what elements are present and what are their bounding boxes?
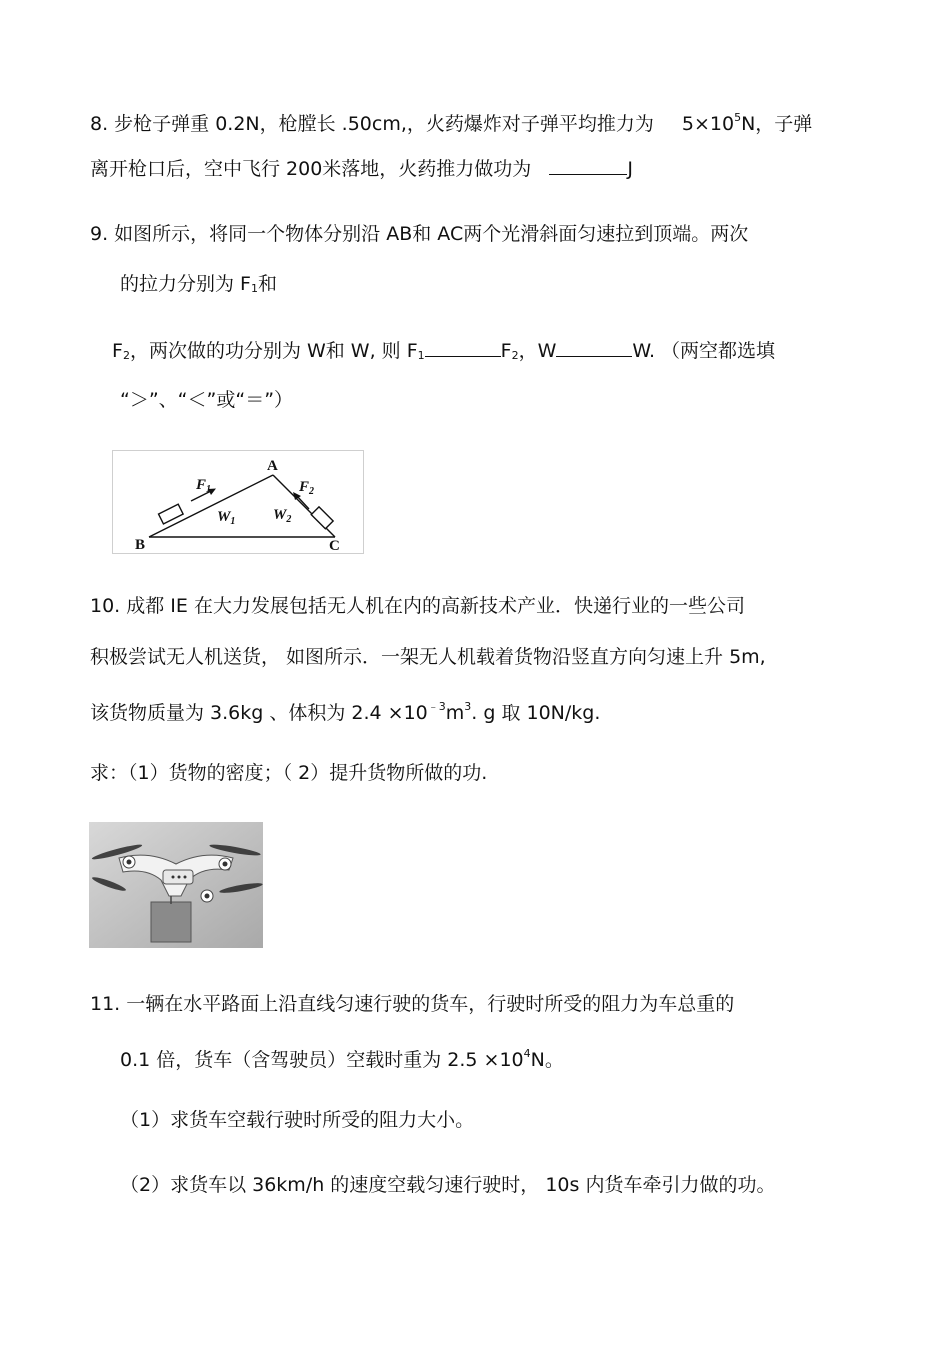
label-w2: $W_2$ xyxy=(273,507,292,525)
q9-f2b-label: F xyxy=(500,340,512,362)
q9-line4: “＞”、“＜”或“＝”） xyxy=(120,389,294,411)
incline-figure xyxy=(112,450,364,554)
q11-line3: （1）求货车空载行驶时所受的阻力大小。 xyxy=(120,1109,475,1131)
q9-line3-text: ，两次做的功分别为 W和 W, 则 F xyxy=(129,340,418,362)
q9-w-label: ，W xyxy=(518,340,557,362)
q9-line2-tail: 和 xyxy=(257,273,277,295)
q10-line4: 求：（1）货物的密度；（ 2）提升货物所做的功. xyxy=(90,762,488,784)
q9-f2b-sub: 2 xyxy=(511,349,519,362)
label-f2: $F_2$ xyxy=(299,479,315,497)
q9-force-compare-blank[interactable] xyxy=(425,338,501,357)
q8-unit: J xyxy=(627,158,633,180)
q10-line1: 10. 成都 IE 在大力发展包括无人机在内的高新技术产业．快递行业的一些公司 xyxy=(90,595,745,617)
q11-line1: 11. 一辆在水平路面上沿直线匀速行驶的货车，行驶时所受的阻力为车总重的 xyxy=(90,993,735,1015)
q9-f2-label: F xyxy=(112,340,123,362)
q8-line1 xyxy=(90,106,812,136)
q10-volume-unit: m xyxy=(445,702,465,724)
q8-answer-blank[interactable] xyxy=(549,156,627,175)
q9-line2 xyxy=(120,272,277,301)
q10-unit-exponent: 3 xyxy=(464,700,472,713)
q9-f1-sub: 1 xyxy=(417,349,425,362)
label-b: B xyxy=(135,537,146,553)
block-right xyxy=(311,507,333,529)
q10-volume-exponent: ﹣3 xyxy=(427,700,446,713)
q10-line3 xyxy=(90,695,600,725)
q9-line2-sub: 1 xyxy=(250,282,258,295)
q9-f2-sub: 2 xyxy=(122,349,130,362)
q9-line3 xyxy=(112,338,775,368)
block-left xyxy=(159,504,184,524)
q9-work-compare-blank[interactable] xyxy=(556,338,632,357)
q11-weight-exponent: 4 xyxy=(523,1047,531,1060)
drone-illustration xyxy=(89,822,263,948)
q8-line1-text: 8. 步枪子弹重 0.2N，枪膛长 .50cm,，火药爆炸对子弹平均推力为 xyxy=(90,113,654,135)
q9-line3-tail: W. （两空都选填 xyxy=(632,340,776,362)
q10-line3-tail: . g 取 10N/kg. xyxy=(471,702,601,724)
q8-force-exponent: 5 xyxy=(734,111,742,124)
q8-line2 xyxy=(90,156,633,181)
label-w1: $W_1$ xyxy=(217,509,236,527)
label-a: A xyxy=(267,458,278,474)
label-f1: $F_1$ xyxy=(196,477,212,495)
q8-line1-tail: N，子弹 xyxy=(741,113,813,135)
q10-line3-text: 该货物质量为 3.6kg 、体积为 2.4 ×10 xyxy=(90,702,428,724)
q11-line4: （2）求货车以 36km/h 的速度空载匀速行驶时， 10s 内货车牵引力做的功。 xyxy=(120,1174,776,1196)
incline-diagram xyxy=(113,451,363,553)
q9-line1: 9. 如图所示，将同一个物体分别沿 AB和 AC两个光滑斜面匀速拉到顶端。两次 xyxy=(90,223,749,245)
q11-line2-text: 0.1 倍，货车（含驾驶员）空载时重为 2.5 ×10 xyxy=(120,1049,524,1071)
q10-line2: 积极尝试无人机送货， 如图所示．一架无人机载着货物沿竖直方向匀速上升 5m, xyxy=(90,646,766,668)
q11-line2 xyxy=(120,1042,564,1072)
label-c: C xyxy=(329,538,340,553)
q8-force-value: 5×10 xyxy=(681,113,735,135)
q8-line2-text: 离开枪口后，空中飞行 200米落地，火药推力做功为 xyxy=(90,158,532,180)
q11-line2-tail: N。 xyxy=(530,1049,564,1071)
q9-line2-text: 的拉力分别为 F xyxy=(120,273,251,295)
drone-photo xyxy=(89,822,263,948)
